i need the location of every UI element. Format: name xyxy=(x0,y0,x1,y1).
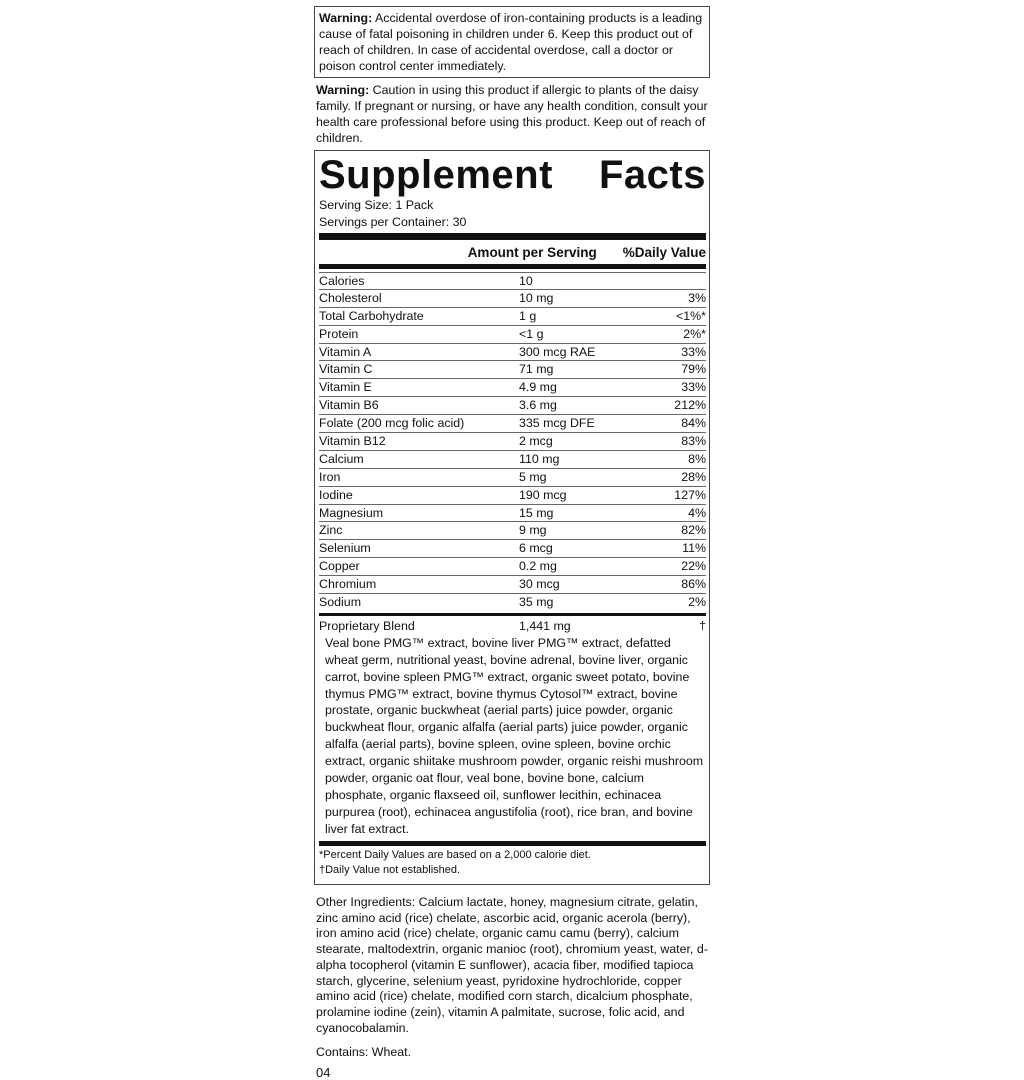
nutrient-name: Magnesium xyxy=(319,505,384,520)
iron-warning-text: Accidental overdose of iron-containing products is a leading cause of fatal poisoning in children under 6. Keep this product out of reach of children. In case of accidental overdose, call a doctor or poison control center immediately. xyxy=(319,11,703,73)
nutrient-name: Vitamin E xyxy=(319,380,372,395)
allergy-warning-text: Caution in using this product if allergic to plants of the daisy family. If pregnant or nursing, or have any health condition, consult your health care professional before using this product. Keep out of reach of children. xyxy=(316,83,708,145)
nutrient-amount: 300 mcg RAE xyxy=(519,344,596,359)
nutrient-row xyxy=(319,469,706,487)
nutrient-row xyxy=(319,308,706,326)
nutrient-daily-value: 3% xyxy=(688,290,706,305)
nutrient-amount: 35 mg xyxy=(519,595,554,610)
nutrient-name: Folate (200 mcg folic acid) xyxy=(319,416,465,431)
nutrient-daily-value xyxy=(626,273,706,289)
nutrient-row xyxy=(319,433,706,451)
iron-warning-box xyxy=(314,6,710,78)
nutrient-daily-value: 22% xyxy=(681,559,706,574)
nutrient-row xyxy=(319,594,706,612)
column-header xyxy=(319,240,706,264)
nutrient-amount: 1 g xyxy=(519,308,537,323)
nutrient-amount: 190 mcg xyxy=(519,487,567,502)
nutrient-amount: 2 mcg xyxy=(519,434,553,449)
nutrient-daily-value: 2%* xyxy=(683,326,706,341)
nutrient-name: Copper xyxy=(319,559,360,574)
nutrient-row xyxy=(319,290,706,308)
nutrient-daily-value: <1%* xyxy=(676,308,706,323)
footnote-percent-dv: *Percent Daily Values are based on a 2,000 calorie diet. xyxy=(319,848,591,861)
nutrient-amount: 6 mcg xyxy=(519,541,553,556)
nutrient-name: Vitamin A xyxy=(319,344,372,359)
blend-dv: † xyxy=(699,618,706,633)
nutrient-amount: 335 mcg DFE xyxy=(519,416,595,431)
nutrient-amount: 4.9 mg xyxy=(519,380,557,395)
nutrient-daily-value: 2% xyxy=(688,595,706,610)
warning-label: Warning: xyxy=(319,11,373,25)
nutrient-row xyxy=(319,487,706,505)
serving-size: Serving Size: 1 Pack xyxy=(319,198,434,212)
nutrient-daily-value: 83% xyxy=(681,434,706,449)
nutrient-amount: 15 mg xyxy=(519,505,554,520)
label-column xyxy=(314,6,710,1080)
nutrient-name: Chromium xyxy=(319,577,377,592)
nutrient-amount: 3.6 mg xyxy=(519,398,557,413)
nutrient-row xyxy=(319,344,706,362)
nutrient-daily-value: 79% xyxy=(681,362,706,377)
other-ingredients: Other Ingredients: Calcium lactate, honey, magnesium citrate, gelatin, zinc amino acid (rice) chelate, ascorbic acid, organic acerola (berry), iron amino acid (rice) chelate, organic camu camu (berry), calcium stearate, maltodextrin, organic manioc (root), chromium yeast, water, d-alpha tocopherol (vitamin E sunflower), acacia fiber, modified tapioca starch, glycerine, selenium yeast, pyridoxine hydrochloride, copper amino acid (rice) chelate, modified corn starch, dicalcium phosphate, prolamine iodine (zein), vitamin A palmitate, sucrose, folic acid, and cyanocobalamin. xyxy=(316,894,708,1036)
nutrient-daily-value: 86% xyxy=(681,577,706,592)
nutrient-name: Total Carbohydrate xyxy=(319,308,424,323)
nutrient-name: Calories xyxy=(319,274,365,288)
nutrient-name: Iron xyxy=(319,469,341,484)
nutrient-daily-value: 8% xyxy=(688,451,706,466)
nutrient-row xyxy=(319,379,706,397)
nutrient-daily-value: 33% xyxy=(681,380,706,395)
nutrient-row xyxy=(319,361,706,379)
amount-header: Amount per Serving xyxy=(467,245,597,260)
allergy-warning xyxy=(314,80,710,146)
nutrient-daily-value: 212% xyxy=(674,398,706,413)
nutrient-daily-value: 84% xyxy=(681,416,706,431)
nutrient-daily-value: 82% xyxy=(681,523,706,538)
nutrient-amount: 9 mg xyxy=(519,523,547,538)
nutrient-amount: 0.2 mg xyxy=(519,559,557,574)
nutrient-daily-value: 11% xyxy=(682,541,706,556)
nutrient-row xyxy=(319,451,706,469)
footnotes xyxy=(319,846,706,878)
nutrient-daily-value: 4% xyxy=(688,505,706,520)
daily-value-header: %Daily Value xyxy=(622,245,706,260)
nutrient-daily-value: 28% xyxy=(681,469,706,484)
nutrient-row xyxy=(319,540,706,558)
facts-title xyxy=(319,153,706,197)
thick-divider xyxy=(319,264,706,269)
blend-header-row xyxy=(319,618,706,635)
footnote-dv-not-established: †Daily Value not established. xyxy=(319,863,461,876)
thick-divider xyxy=(319,233,706,240)
allergen-contains: Contains: Wheat. xyxy=(316,1044,412,1059)
title-word-facts: Facts xyxy=(599,153,706,197)
nutrient-daily-value: 127% xyxy=(674,487,706,502)
servings-per-container: Servings per Container: 30 xyxy=(319,214,467,229)
nutrient-row xyxy=(319,576,706,594)
nutrient-name: Vitamin C xyxy=(319,362,373,377)
supplement-facts-panel xyxy=(314,150,710,885)
nutrient-row xyxy=(319,505,706,523)
nutrient-row xyxy=(319,326,706,344)
nutrient-amount: 71 mg xyxy=(519,362,554,377)
blend-amount: 1,441 mg xyxy=(519,618,571,633)
nutrient-name: Calcium xyxy=(319,451,364,466)
nutrient-row xyxy=(319,415,706,433)
nutrient-name: Sodium xyxy=(319,595,362,610)
nutrient-amount: <1 g xyxy=(519,326,544,341)
nutrient-table xyxy=(319,272,706,612)
nutrient-amount: 10 xyxy=(519,274,533,288)
title-word-supplement: Supplement xyxy=(319,153,553,197)
nutrient-name: Vitamin B12 xyxy=(319,434,386,449)
blend-name: Proprietary Blend xyxy=(319,618,415,633)
nutrient-name: Iodine xyxy=(319,487,353,502)
nutrient-amount: 5 mg xyxy=(519,469,547,484)
nutrient-daily-value: 33% xyxy=(681,344,706,359)
nutrient-name: Cholesterol xyxy=(319,290,382,305)
nutrient-name: Zinc xyxy=(319,523,343,538)
proprietary-blend xyxy=(319,616,706,838)
nutrient-name: Protein xyxy=(319,326,359,341)
nutrient-amount: 10 mg xyxy=(519,290,554,305)
blend-ingredients: Veal bone PMG™ extract, bovine liver PMG™ extract, defatted wheat germ, nutritional yeast, bovine adrenal, bovine liver, organic carrot, bovine spleen PMG™ extract, organic sweet potato, bovine thymus PMG™ extract, bovine thymus Cytosol™ extract, bovine prostate, organic buckwheat (aerial parts) juice powder, organic buckwheat flour, organic alfalfa (aerial parts) juice powder, organic alfalfa (aerial parts), bovine spleen, ovine spleen, bovine orchic extract, organic shiitake mushroom powder, organic reishi mushroom powder, organic oat flour, veal bone, bovine bone, calcium phosphate, organic flaxseed oil, sunflower lecithin, echinacea purpurea (root), echinacea angustifolia (root), rice bran, and bovine liver fat extract. xyxy=(325,635,704,836)
nutrient-name: Selenium xyxy=(319,541,371,556)
nutrient-amount: 110 mg xyxy=(519,451,560,466)
nutrient-row xyxy=(319,522,706,540)
nutrient-row xyxy=(319,397,706,415)
nutrient-name: Vitamin B6 xyxy=(319,398,379,413)
label-code: 04 xyxy=(316,1064,331,1080)
nutrient-row xyxy=(319,272,706,290)
nutrient-amount: 30 mcg xyxy=(519,577,560,592)
nutrient-row xyxy=(319,558,706,576)
warning-label: Warning: xyxy=(316,83,370,97)
